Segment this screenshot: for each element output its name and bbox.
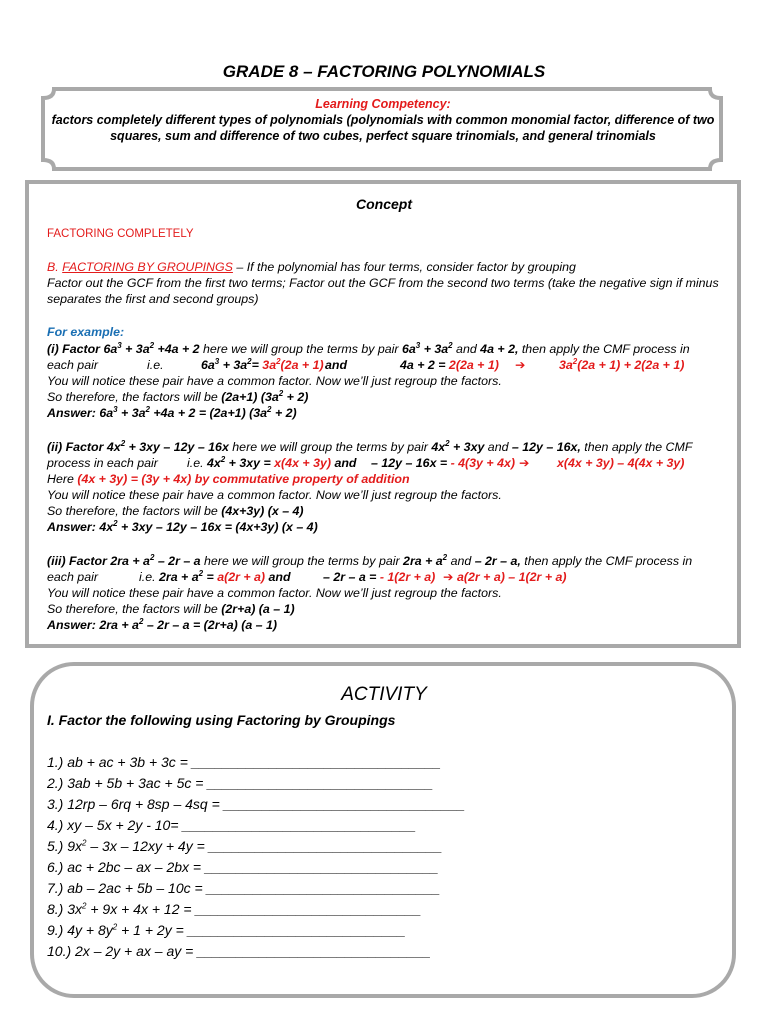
arrow-icon: ➔ — [515, 358, 526, 372]
activity-item[interactable]: 7.) ab – 2ac + 5b – 10c = ______________________________ — [47, 880, 441, 896]
activity-subtitle: I. Factor the following using Factoring by Groupings — [47, 712, 396, 728]
activity-item[interactable]: 1.) ab + ac + 3b + 3c = ________________________________ — [47, 754, 441, 770]
activity-item[interactable]: 2.) 3ab + 5b + 3ac + 5c = _____________________________ — [47, 775, 434, 791]
example-3-answer: Answer: $2ra + a^2 - 2r - a = (2r+a)$ (a – 1) — [47, 616, 278, 632]
activity-item[interactable]: 9.) $4y + 8y^2 + 1 + 2y$ = ____________________________ — [47, 922, 406, 938]
arrow-icon: ➔ — [443, 570, 454, 584]
activity-item[interactable]: 3.) 12rp – 6rq + 8sp – 4sq = _______________________________ — [47, 796, 466, 812]
example-3-notice: You will notice these pair have a common factor. Now we’ll just regroup the factors. — [47, 586, 502, 600]
activity-item[interactable]: 4.) xy – 5x + 2y - 10= ______________________________ — [47, 817, 416, 833]
arrow-icon: ➔ — [519, 456, 530, 470]
example-1-notice: You will notice these pair have a common factor. Now we’ll just regroup the factors. — [47, 374, 502, 388]
example-2-answer: Answer: $4x^2 + 3xy - 12y - 16x = (4x+3y)$ (x – 4) — [47, 518, 318, 534]
competency-text: factors completely different types of polynomials (polynomials with common monomial factor, difference of two squares, sum and difference of two cubes, perfect square trinomials, and general trinomials — [51, 113, 715, 143]
grouping-instruction: Factor out the GCF from the first two terms; Factor out the GCF from the second two terms (take the negative sign if minus separates the first and second groups) — [47, 276, 719, 306]
learning-competency — [48, 96, 718, 144]
example-1-answer: Answer: $6a^3 + 3a^2 +4a + 2 = (2a+1) (3a^2 + 2)$ — [47, 404, 297, 420]
competency-label: Learning Competency: — [315, 97, 451, 111]
grouping-heading: B. FACTORING BY GROUPINGS – If the polynomial has four terms, consider factor by grouping — [47, 260, 576, 274]
activity-item[interactable]: 5.) $9x^2 - 3x - 12xy + 4y$ = ______________________________ — [47, 838, 443, 854]
activity-item[interactable]: 10.) 2x – 2y + ax – ay = ______________________________ — [47, 943, 431, 959]
example-1-therefore: So therefore, the factors will be (2a+1) $(3a^2 + 2)$ — [47, 388, 309, 404]
for-example-label: For example: — [47, 325, 125, 339]
example-2-line-1: (ii) Factor $4x^2 + 3xy - 12y - 16x$ here we will group the terms by pair $4x^2 + 3xy$ and – 12y – 16x, then apply the CMF — [47, 438, 693, 454]
section-title: FACTORING COMPLETELY — [47, 228, 194, 240]
example-3-therefore: So therefore, the factors will be (2r+a) (a – 1) — [47, 602, 295, 616]
concept-heading: Concept — [356, 196, 412, 212]
example-2-line-2: process in each pair i.e. $4x^2 + 3xy = x(4x + 3y)$ and – 12y – 16x = - 4(3y + 4x) ➔ x(4x + 3y) – 4(4x + 3y) — [47, 454, 685, 470]
activity-title: ACTIVITY — [341, 684, 427, 705]
activity-item[interactable]: 8.) $3x^2 + 9x + 4x + 12$ = _____________________________ — [47, 901, 422, 917]
example-1-line-1: (i) Factor $6a^3 + 3a^2 +4a + 2$ here we will group the terms by pair $6a^3 + 3a^2$ and 4a + 2, then apply the CMF process in — [47, 340, 690, 356]
example-1-line-2: each pair i.e. $6a^3 + 3a^2= 3a^2(2a + 1)$ and 4a + 2 = 2(2a + 1) ➔ $3a^2(2a + 1) + 2(2a + 1)$ — [47, 356, 685, 372]
page-title: GRADE 8 – FACTORING POLYNOMIALS — [222, 62, 546, 81]
example-3-line-2: each pair i.e. $2ra + a^2 = a(2r + a)$ and – 2r – a = - 1(2r + a) ➔ a(2r + a) – 1(2r + a) — [47, 568, 567, 584]
activity-item[interactable]: 6.) ac + 2bc – ax – 2bx = ______________________________ — [47, 859, 439, 875]
example-2-therefore: So therefore, the factors will be (4x+3y) (x – 4) — [47, 504, 304, 518]
example-2-notice: You will notice these pair have a common factor. Now we’ll just regroup the factors. — [47, 488, 502, 502]
example-2-note: Here (4x + 3y) = (3y + 4x) by commutative property of addition — [47, 472, 410, 486]
example-3-line-1: (iii) Factor $2ra + a^2 - 2r - a$ here we will group the terms by pair $2ra + a^2$ and – 2r – a, then apply the CMF process in — [47, 552, 693, 568]
